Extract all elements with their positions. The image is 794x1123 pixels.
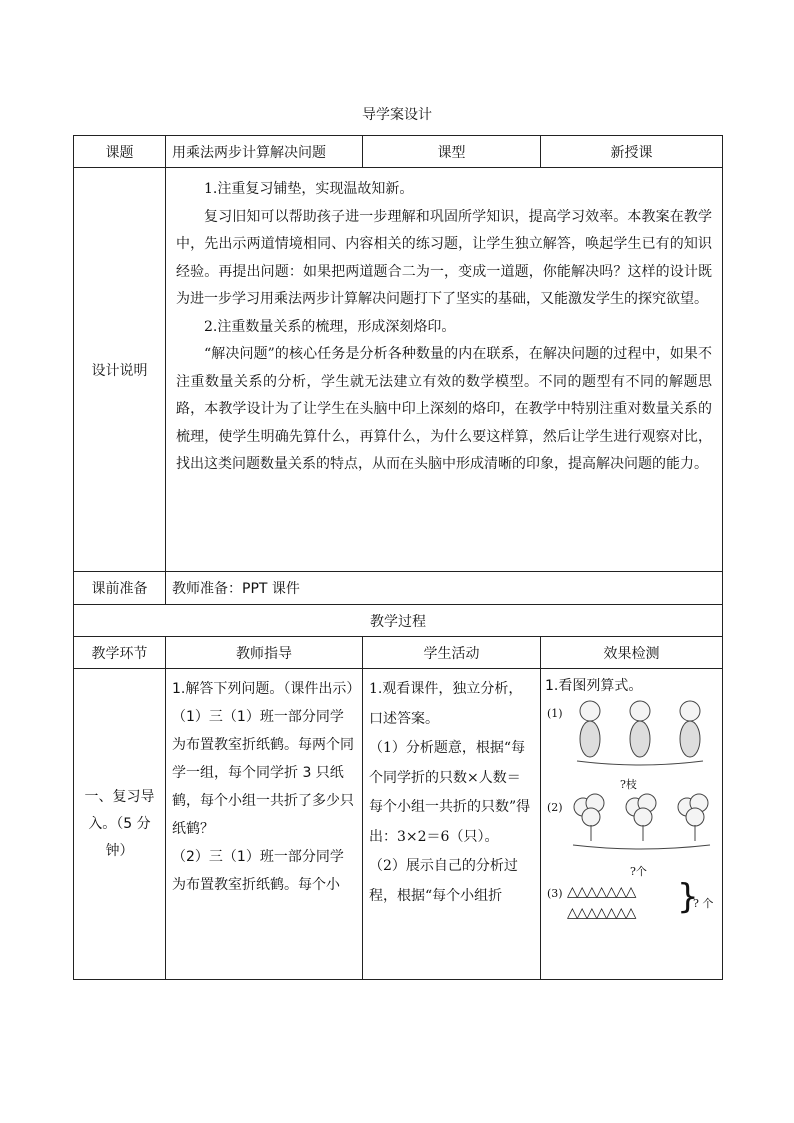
- fig3-question: ? 个: [693, 897, 714, 910]
- student-line: （2）展示自己的分析过程，根据“每个小组折: [369, 858, 518, 904]
- triangle-row: △△△△△△△: [567, 884, 636, 900]
- prep-value: 教师准备：PPT 课件: [166, 572, 723, 605]
- teacher-line: （1）三（1）班一部分同学为布置教室折纸鹤。每两个同学一组，每个同学折 3 只纸鹤，每个小组一共折了多少只纸鹤？: [172, 709, 354, 837]
- prep-label: 课前准备: [74, 572, 166, 605]
- type-label: 课型: [363, 136, 541, 168]
- lesson-plan-table: [73, 135, 723, 980]
- design-paragraph: 复习旧知可以帮助孩子进一步理解和巩固所学知识，提高学习效率。本教案在教学中，先出示两道情境相同、内容相关的练习题，让学生独立解答，唤起学生已有的知识经验。再提出问题：如果把两道题合二为一，变成一道题，你能解决吗？这样的设计既为进一步学习用乘法两步计算解决问题打下了坚实的基础，又能激发学生的探究欲望。: [176, 208, 712, 307]
- type-value: 新授课: [541, 136, 723, 168]
- topic-label: 课题: [74, 136, 166, 168]
- triangle-row: △△△△△△△: [567, 905, 636, 921]
- topic-value: 用乘法两步计算解决问题: [166, 136, 363, 168]
- fig1-label: (1): [547, 707, 563, 720]
- process-title-row: [74, 605, 723, 637]
- stage-cell: 一、复习导入。（5 分钟）: [74, 669, 166, 980]
- col-student: 学生活动: [363, 637, 541, 669]
- student-line: （1）分析题意，根据“每个同学折的只数×人数＝每个小组一共折的只数”得出：3×2＝6（只）。: [369, 740, 531, 845]
- fig3-label: (3): [547, 887, 563, 900]
- fig2-label: (2): [547, 801, 563, 814]
- brace-icon: }: [677, 877, 699, 917]
- vase-flowers-image: [565, 699, 715, 769]
- design-paragraph: 2.注重数量关系的梳理，形成深刻烙印。: [204, 318, 456, 335]
- col-teacher: 教师指导: [166, 637, 363, 669]
- teacher-line: （2）三（1）班一部分同学为布置教室折纸鹤。每个小: [172, 849, 344, 893]
- fig1-question: ?枝: [620, 778, 637, 791]
- balloons-image: [565, 793, 715, 853]
- fig2-question: ?个: [630, 865, 647, 878]
- col-stage: 教学环节: [74, 637, 166, 669]
- process-title: 教学过程: [74, 605, 723, 637]
- picture-exercises: [545, 699, 718, 979]
- review-row: [74, 669, 723, 980]
- design-label: 设计说明: [74, 168, 166, 572]
- design-paragraph: 1.注重复习铺垫，实现温故知新。: [204, 181, 414, 197]
- design-description: [166, 168, 723, 572]
- design-row: [74, 168, 723, 572]
- design-paragraph: “解决问题”的核心任务是分析各种数量的内在联系，在解决问题的过程中，如果不注重数量关系的分析，学生就无法建立有效的数学模型。不同的题型有不同的解题思路，本教学设计为了让学生在头脑中印上深刻的烙印，在教学中特别注重对数量关系的梳理，使学生明确先算什么，再算什么，为什么要这样算，然后让学生进行观察对比，找出这类问题数量关系的特点，从而在头脑中形成清晰的印象，提高解决问题的能力。: [176, 346, 712, 472]
- student-cell: [363, 669, 541, 980]
- student-line: 1.观看课件，独立分析，口述答案。: [369, 681, 523, 727]
- process-header-row: [74, 637, 723, 669]
- check-title: 1.看图列算式。: [545, 678, 643, 694]
- teacher-line: 1.解答下列问题。（课件出示）: [172, 681, 361, 697]
- page-title: 导学案设计: [362, 107, 432, 123]
- check-cell: [541, 669, 723, 980]
- teacher-cell: [166, 669, 363, 980]
- prep-row: [74, 572, 723, 605]
- col-check: 效果检测: [541, 637, 723, 669]
- header-row: [74, 136, 723, 168]
